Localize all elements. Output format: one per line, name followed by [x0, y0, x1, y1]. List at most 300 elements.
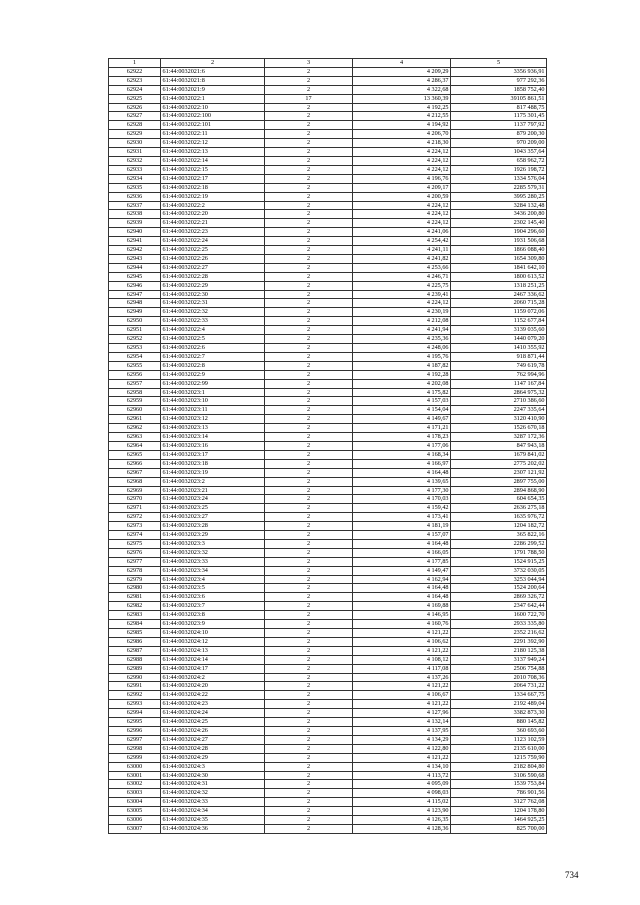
- count-cell: 2: [265, 219, 353, 228]
- row-number-cell: 62975: [109, 539, 161, 548]
- value-cell: 4 126,35: [353, 816, 451, 825]
- count-cell: 2: [265, 726, 353, 735]
- cadastral-number-cell: 61:44:0032024:34: [161, 807, 265, 816]
- column-header: 4: [353, 59, 451, 68]
- value-cell: 4 286,37: [353, 76, 451, 85]
- value-cell: 4 253,66: [353, 263, 451, 272]
- count-cell: 2: [265, 824, 353, 833]
- value-cell: 4 224,12: [353, 201, 451, 210]
- count-cell: 2: [265, 816, 353, 825]
- row-number-cell: 62968: [109, 477, 161, 486]
- value-cell: 4 170,03: [353, 495, 451, 504]
- value-cell: 4 230,19: [353, 308, 451, 317]
- table-row: [109, 139, 547, 148]
- amount-cell: 604 654,35: [451, 495, 547, 504]
- count-cell: 2: [265, 539, 353, 548]
- table-row: [109, 112, 547, 121]
- cadastral-number-cell: 61:44:0032023:11: [161, 406, 265, 415]
- table-row: [109, 67, 547, 76]
- row-number-cell: 62936: [109, 192, 161, 201]
- value-cell: 4 241,06: [353, 228, 451, 237]
- cadastral-number-cell: 61:44:0032022:23: [161, 228, 265, 237]
- value-cell: 4 154,04: [353, 406, 451, 415]
- count-cell: 2: [265, 593, 353, 602]
- count-cell: 2: [265, 522, 353, 531]
- table-row: [109, 700, 547, 709]
- value-cell: 4 166,05: [353, 548, 451, 557]
- cadastral-number-cell: 61:44:0032024:36: [161, 824, 265, 833]
- row-number-cell: 62947: [109, 290, 161, 299]
- cadastral-number-cell: 61:44:0032024:30: [161, 771, 265, 780]
- value-cell: 4 149,67: [353, 415, 451, 424]
- row-number-cell: 62934: [109, 174, 161, 183]
- value-cell: 4 192,28: [353, 370, 451, 379]
- value-cell: 4 196,76: [353, 174, 451, 183]
- cadastral-number-cell: 61:44:0032022:6: [161, 344, 265, 353]
- row-number-cell: 62999: [109, 753, 161, 762]
- value-cell: 4 115,02: [353, 798, 451, 807]
- column-header: 3: [265, 59, 353, 68]
- amount-cell: 1043 357,64: [451, 148, 547, 157]
- row-number-cell: 63007: [109, 824, 161, 833]
- table-row: [109, 566, 547, 575]
- count-cell: 2: [265, 103, 353, 112]
- row-number-cell: 62988: [109, 655, 161, 664]
- count-cell: 2: [265, 762, 353, 771]
- count-cell: 2: [265, 228, 353, 237]
- table-row: [109, 299, 547, 308]
- table-row: [109, 664, 547, 673]
- value-cell: 4 212,08: [353, 317, 451, 326]
- table-row: [109, 753, 547, 762]
- table-row: [109, 557, 547, 566]
- cadastral-number-cell: 61:44:0032024:12: [161, 637, 265, 646]
- amount-cell: 786 901,56: [451, 789, 547, 798]
- row-number-cell: 62965: [109, 450, 161, 459]
- count-cell: 2: [265, 379, 353, 388]
- value-cell: 4 123,90: [353, 807, 451, 816]
- count-cell: 2: [265, 326, 353, 335]
- cadastral-number-cell: 61:44:0032022:10: [161, 103, 265, 112]
- value-cell: 4 194,92: [353, 121, 451, 130]
- cadastral-number-cell: 61:44:0032022:28: [161, 272, 265, 281]
- count-cell: 2: [265, 112, 353, 121]
- amount-cell: 1204 182,72: [451, 522, 547, 531]
- table-row: [109, 798, 547, 807]
- value-cell: 4 225,75: [353, 281, 451, 290]
- value-cell: 4 159,42: [353, 504, 451, 513]
- table-row: [109, 744, 547, 753]
- row-number-cell: 62954: [109, 352, 161, 361]
- row-number-cell: 62993: [109, 700, 161, 709]
- table-row: [109, 344, 547, 353]
- cadastral-number-cell: 61:44:0032022:25: [161, 246, 265, 255]
- table-row: [109, 424, 547, 433]
- cadastral-number-cell: 61:44:0032024:14: [161, 655, 265, 664]
- amount-cell: 847 943,18: [451, 441, 547, 450]
- amount-cell: 2286 299,52: [451, 539, 547, 548]
- table-row: [109, 789, 547, 798]
- table-row: [109, 352, 547, 361]
- column-header: 1: [109, 59, 161, 68]
- table-row: [109, 228, 547, 237]
- value-cell: 4 169,88: [353, 602, 451, 611]
- value-cell: 4 195,76: [353, 352, 451, 361]
- count-cell: 2: [265, 299, 353, 308]
- page-number: 734: [565, 870, 579, 880]
- row-number-cell: 62956: [109, 370, 161, 379]
- cadastral-number-cell: 61:44:0032022:5: [161, 335, 265, 344]
- row-number-cell: 62985: [109, 629, 161, 638]
- amount-cell: 918 871,44: [451, 352, 547, 361]
- cadastral-number-cell: 61:44:0032021:6: [161, 67, 265, 76]
- value-cell: 4 322,68: [353, 85, 451, 94]
- value-cell: 4 132,14: [353, 718, 451, 727]
- value-cell: 4 095,09: [353, 780, 451, 789]
- column-header: 5: [451, 59, 547, 68]
- cadastral-number-cell: 61:44:0032023:27: [161, 513, 265, 522]
- count-cell: 2: [265, 718, 353, 727]
- row-number-cell: 62957: [109, 379, 161, 388]
- cadastral-number-cell: 61:44:0032023:3: [161, 539, 265, 548]
- amount-cell: 1654 309,80: [451, 254, 547, 263]
- table-row: [109, 130, 547, 139]
- amount-cell: 749 619,78: [451, 361, 547, 370]
- value-cell: 4 157,03: [353, 397, 451, 406]
- amount-cell: 2864 975,32: [451, 388, 547, 397]
- table-row: [109, 433, 547, 442]
- amount-cell: 1858 752,40: [451, 85, 547, 94]
- count-cell: 2: [265, 504, 353, 513]
- row-number-cell: 62943: [109, 254, 161, 263]
- amount-cell: 1137 797,92: [451, 121, 547, 130]
- cadastral-number-cell: 61:44:0032024:27: [161, 735, 265, 744]
- value-cell: 4 162,94: [353, 575, 451, 584]
- table-row: [109, 94, 547, 103]
- table-row: [109, 807, 547, 816]
- amount-cell: 3127 762,08: [451, 798, 547, 807]
- row-number-cell: 62982: [109, 602, 161, 611]
- amount-cell: 2933 335,80: [451, 620, 547, 629]
- table-row: [109, 121, 547, 130]
- table-body: [109, 67, 547, 833]
- count-cell: 2: [265, 789, 353, 798]
- value-cell: 4 121,22: [353, 700, 451, 709]
- value-cell: 4 187,82: [353, 361, 451, 370]
- count-cell: 2: [265, 192, 353, 201]
- row-number-cell: 62931: [109, 148, 161, 157]
- count-cell: 2: [265, 744, 353, 753]
- table-row: [109, 824, 547, 833]
- amount-cell: 3284 132,48: [451, 201, 547, 210]
- amount-cell: 2285 579,31: [451, 183, 547, 192]
- count-cell: 2: [265, 441, 353, 450]
- count-cell: 2: [265, 629, 353, 638]
- count-cell: 2: [265, 272, 353, 281]
- value-cell: 4 206,70: [353, 130, 451, 139]
- amount-cell: 2352 216,62: [451, 629, 547, 638]
- table-row: [109, 388, 547, 397]
- cadastral-number-cell: 61:44:0032022:11: [161, 130, 265, 139]
- count-cell: 2: [265, 290, 353, 299]
- amount-cell: 825 700,00: [451, 824, 547, 833]
- cadastral-number-cell: 61:44:0032023:4: [161, 575, 265, 584]
- cadastral-number-cell: 61:44:0032022:29: [161, 281, 265, 290]
- table-row: [109, 290, 547, 299]
- cadastral-number-cell: 61:44:0032023:9: [161, 620, 265, 629]
- row-number-cell: 62941: [109, 237, 161, 246]
- amount-cell: 1791 788,50: [451, 548, 547, 557]
- value-cell: 4 224,12: [353, 299, 451, 308]
- cadastral-number-cell: 61:44:0032021:9: [161, 85, 265, 94]
- amount-cell: 2180 125,38: [451, 646, 547, 655]
- table-row: [109, 254, 547, 263]
- count-cell: 2: [265, 646, 353, 655]
- table-row: [109, 165, 547, 174]
- amount-cell: 2869 326,72: [451, 593, 547, 602]
- count-cell: 2: [265, 584, 353, 593]
- value-cell: 4 146,95: [353, 611, 451, 620]
- row-number-cell: 62979: [109, 575, 161, 584]
- table-row: [109, 637, 547, 646]
- value-cell: 4 106,62: [353, 637, 451, 646]
- row-number-cell: 62971: [109, 504, 161, 513]
- row-number-cell: 62955: [109, 361, 161, 370]
- row-number-cell: 63001: [109, 771, 161, 780]
- value-cell: 4 164,48: [353, 468, 451, 477]
- cadastral-number-cell: 61:44:0032024:24: [161, 709, 265, 718]
- cadastral-number-cell: 61:44:0032024:3: [161, 762, 265, 771]
- value-cell: 4 239,41: [353, 290, 451, 299]
- amount-cell: 1679 841,02: [451, 450, 547, 459]
- count-cell: 2: [265, 735, 353, 744]
- amount-cell: 3356 936,91: [451, 67, 547, 76]
- row-number-cell: 62990: [109, 673, 161, 682]
- table-row: [109, 539, 547, 548]
- cadastral-number-cell: 61:44:0032024:23: [161, 700, 265, 709]
- row-number-cell: 62948: [109, 299, 161, 308]
- count-cell: 2: [265, 753, 353, 762]
- amount-cell: 2182 804,80: [451, 762, 547, 771]
- cadastral-number-cell: 61:44:0032022:15: [161, 165, 265, 174]
- count-cell: 2: [265, 317, 353, 326]
- cadastral-number-cell: 61:44:0032022:17: [161, 174, 265, 183]
- count-cell: 2: [265, 664, 353, 673]
- row-number-cell: 62984: [109, 620, 161, 629]
- count-cell: 2: [265, 531, 353, 540]
- count-cell: 2: [265, 76, 353, 85]
- amount-cell: 3436 200,80: [451, 210, 547, 219]
- amount-cell: 1123 102,59: [451, 735, 547, 744]
- value-cell: 4 139,65: [353, 477, 451, 486]
- cadastral-number-cell: 61:44:0032024:26: [161, 726, 265, 735]
- row-number-cell: 63005: [109, 807, 161, 816]
- value-cell: 4 224,12: [353, 210, 451, 219]
- table-row: [109, 682, 547, 691]
- count-cell: 17: [265, 94, 353, 103]
- count-cell: 2: [265, 397, 353, 406]
- row-number-cell: 62958: [109, 388, 161, 397]
- table-row: [109, 263, 547, 272]
- row-number-cell: 62945: [109, 272, 161, 281]
- amount-cell: 2064 731,22: [451, 682, 547, 691]
- table-row: [109, 201, 547, 210]
- amount-cell: 3995 280,25: [451, 192, 547, 201]
- amount-cell: 1159 072,06: [451, 308, 547, 317]
- amount-cell: 879 200,30: [451, 130, 547, 139]
- row-number-cell: 62922: [109, 67, 161, 76]
- table-row: [109, 780, 547, 789]
- cadastral-number-cell: 61:44:0032022:100: [161, 112, 265, 121]
- cadastral-number-cell: 61:44:0032024:22: [161, 691, 265, 700]
- value-cell: 4 175,82: [353, 388, 451, 397]
- row-number-cell: 63003: [109, 789, 161, 798]
- table-row: [109, 531, 547, 540]
- amount-cell: 2347 642,44: [451, 602, 547, 611]
- value-cell: 4 241,94: [353, 326, 451, 335]
- table-row: [109, 771, 547, 780]
- cadastral-number-cell: 61:44:0032023:28: [161, 522, 265, 531]
- amount-cell: 3287 172,36: [451, 433, 547, 442]
- row-number-cell: 62981: [109, 593, 161, 602]
- row-number-cell: 62980: [109, 584, 161, 593]
- row-number-cell: 62932: [109, 156, 161, 165]
- value-cell: 4 171,21: [353, 424, 451, 433]
- count-cell: 2: [265, 121, 353, 130]
- count-cell: 2: [265, 201, 353, 210]
- row-number-cell: 62923: [109, 76, 161, 85]
- amount-cell: 658 962,72: [451, 156, 547, 165]
- row-number-cell: 62944: [109, 263, 161, 272]
- table-row: [109, 103, 547, 112]
- table-row: [109, 522, 547, 531]
- cadastral-number-cell: 61:44:0032023:14: [161, 433, 265, 442]
- column-header: 2: [161, 59, 265, 68]
- table-row: [109, 504, 547, 513]
- row-number-cell: 62998: [109, 744, 161, 753]
- amount-cell: 2467 336,62: [451, 290, 547, 299]
- table-row: [109, 691, 547, 700]
- row-number-cell: 62966: [109, 459, 161, 468]
- value-cell: 4 128,36: [353, 824, 451, 833]
- document-sheet: [108, 58, 546, 834]
- cadastral-number-cell: 61:44:0032022:9: [161, 370, 265, 379]
- cadastral-number-cell: 61:44:0032022:2: [161, 201, 265, 210]
- row-number-cell: 62929: [109, 130, 161, 139]
- count-cell: 2: [265, 281, 353, 290]
- count-cell: 2: [265, 370, 353, 379]
- value-cell: 4 224,12: [353, 165, 451, 174]
- cadastral-number-cell: 61:44:0032023:34: [161, 566, 265, 575]
- cadastral-number-cell: 61:44:0032023:7: [161, 602, 265, 611]
- value-cell: 4 117,08: [353, 664, 451, 673]
- count-cell: 2: [265, 450, 353, 459]
- amount-cell: 1318 251,25: [451, 281, 547, 290]
- value-cell: 4 218,30: [353, 139, 451, 148]
- row-number-cell: 62964: [109, 441, 161, 450]
- amount-cell: 2291 392,90: [451, 637, 547, 646]
- row-number-cell: 62973: [109, 522, 161, 531]
- amount-cell: 360 693,60: [451, 726, 547, 735]
- table-row: [109, 308, 547, 317]
- amount-cell: 970 209,00: [451, 139, 547, 148]
- table-row: [109, 513, 547, 522]
- cadastral-number-cell: 61:44:0032023:6: [161, 593, 265, 602]
- count-cell: 2: [265, 130, 353, 139]
- row-number-cell: 62962: [109, 424, 161, 433]
- value-cell: 4 166,97: [353, 459, 451, 468]
- cadastral-number-cell: 61:44:0032023:8: [161, 611, 265, 620]
- count-cell: 2: [265, 237, 353, 246]
- value-cell: 4 212,55: [353, 112, 451, 121]
- row-number-cell: 62987: [109, 646, 161, 655]
- table-row: [109, 415, 547, 424]
- cadastral-number-cell: 61:44:0032023:18: [161, 459, 265, 468]
- amount-cell: 1147 167,84: [451, 379, 547, 388]
- row-number-cell: 63004: [109, 798, 161, 807]
- cadastral-number-cell: 61:44:0032024:13: [161, 646, 265, 655]
- table-row: [109, 718, 547, 727]
- value-cell: 4 137,95: [353, 726, 451, 735]
- table-row: [109, 174, 547, 183]
- row-number-cell: 62942: [109, 246, 161, 255]
- count-cell: 2: [265, 673, 353, 682]
- value-cell: 13 360,39: [353, 94, 451, 103]
- count-cell: 2: [265, 691, 353, 700]
- count-cell: 2: [265, 798, 353, 807]
- table-row: [109, 575, 547, 584]
- amount-cell: 2710 386,60: [451, 397, 547, 406]
- amount-cell: 1215 759,90: [451, 753, 547, 762]
- amount-cell: 1410 355,92: [451, 344, 547, 353]
- value-cell: 4 200,59: [353, 192, 451, 201]
- count-cell: 2: [265, 566, 353, 575]
- amount-cell: 2302 145,40: [451, 219, 547, 228]
- amount-cell: 1464 925,25: [451, 816, 547, 825]
- amount-cell: 3732 030,05: [451, 566, 547, 575]
- cadastral-number-cell: 61:44:0032022:20: [161, 210, 265, 219]
- cadastral-number-cell: 61:44:0032024:20: [161, 682, 265, 691]
- cadastral-number-cell: 61:44:0032024:33: [161, 798, 265, 807]
- amount-cell: 1334 667,75: [451, 691, 547, 700]
- value-cell: 4 160,76: [353, 620, 451, 629]
- value-cell: 4 224,12: [353, 219, 451, 228]
- count-cell: 2: [265, 709, 353, 718]
- table-row: [109, 611, 547, 620]
- amount-cell: 2897 755,00: [451, 477, 547, 486]
- amount-cell: 1440 079,20: [451, 335, 547, 344]
- table-row: [109, 459, 547, 468]
- count-cell: 2: [265, 263, 353, 272]
- count-cell: 2: [265, 335, 353, 344]
- table-row: [109, 646, 547, 655]
- value-cell: 4 164,48: [353, 593, 451, 602]
- count-cell: 2: [265, 477, 353, 486]
- row-number-cell: 62970: [109, 495, 161, 504]
- cadastral-number-cell: 61:44:0032023:10: [161, 397, 265, 406]
- value-cell: 4 121,22: [353, 646, 451, 655]
- value-cell: 4 168,34: [353, 450, 451, 459]
- table-row: [109, 450, 547, 459]
- amount-cell: 3120 410,90: [451, 415, 547, 424]
- cadastral-number-cell: 61:44:0032022:14: [161, 156, 265, 165]
- table-row: [109, 593, 547, 602]
- cadastral-number-cell: 61:44:0032024:2: [161, 673, 265, 682]
- amount-cell: 39105 861,51: [451, 94, 547, 103]
- table-row: [109, 361, 547, 370]
- count-cell: 2: [265, 433, 353, 442]
- amount-cell: 1526 670,18: [451, 424, 547, 433]
